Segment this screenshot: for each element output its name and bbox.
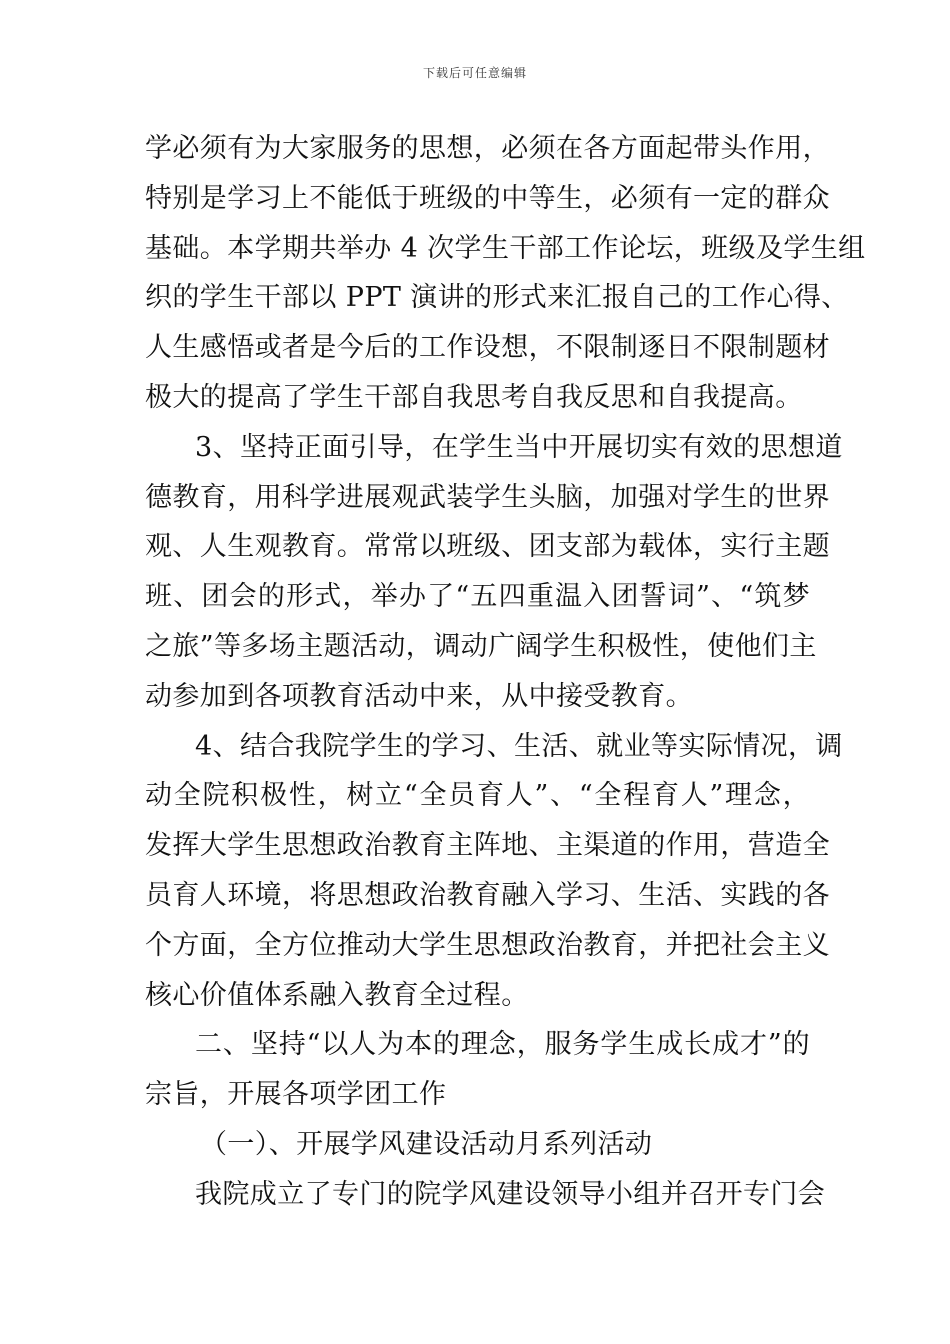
subsection-heading: （一）、开展学风建设活动月系列活动 bbox=[200, 1128, 653, 1160]
text-line: 动全院积极性，树立“全员育人”、“全程育人”理念， bbox=[145, 780, 810, 812]
text-line: 班、团会的形式，举办了“五四重温入团誓词”、“筑梦 bbox=[145, 581, 810, 613]
text-line: 人生感悟或者是今后的工作设想，不限制逐日不限制题材 bbox=[145, 332, 830, 364]
section-heading-line: 宗旨，开展各项学团工作 bbox=[145, 1079, 447, 1111]
text-line: 核心价值体系融入教育全过程。 bbox=[145, 979, 529, 1011]
paragraph-start-line: 3、坚持正面引导，在学生当中开展切实有效的思想道 bbox=[195, 431, 843, 463]
text-line: 极大的提高了学生干部自我思考自我反思和自我提高。 bbox=[145, 381, 803, 413]
document-body bbox=[145, 124, 866, 1220]
paragraph-start-line: 4、结合我院学生的学习、生活、就业等实际情况，调 bbox=[195, 730, 843, 762]
section-heading-line: 二、坚持“以人为本的理念，服务学生成长成才”的 bbox=[195, 1029, 810, 1061]
text-line: 德教育，用科学进展观武装学生头脑，加强对学生的世界 bbox=[145, 481, 830, 513]
text-line: 员育人环境，将思想政治教育融入学习、生活、实践的各 bbox=[145, 879, 830, 911]
paragraph-start-line: 我院成立了专门的院学风建设领导小组并召开专门会 bbox=[195, 1178, 826, 1210]
text-line: 学必须有为大家服务的思想，必须在各方面起带头作用， bbox=[145, 133, 830, 164]
text-line: 发挥大学生思想政治教育主阵地、主渠道的作用，营造全 bbox=[145, 830, 830, 862]
text-line: 动参加到各项教育活动中来，从中接受教育。 bbox=[145, 680, 693, 712]
text-line: 织的学生干部以 PPT 演讲的形式来汇报自己的工作心得、 bbox=[145, 282, 849, 314]
text-line: 个方面，全方位推动大学生思想政治教育，并把社会主义 bbox=[145, 929, 830, 961]
text-line: 特别是学习上不能低于班级的中等生，必须有一定的群众 bbox=[145, 182, 830, 214]
text-line: 观、人生观教育。常常以班级、团支部为载体，实行主题 bbox=[145, 531, 830, 563]
text-line: 基础。本学期共举办 4 次学生干部工作论坛，班级及学生组 bbox=[145, 232, 866, 264]
text-line: 之旅”等多场主题活动，调动广阔学生积极性，使他们主 bbox=[145, 630, 817, 662]
page-header: 下载后可任意编辑 bbox=[422, 66, 527, 80]
